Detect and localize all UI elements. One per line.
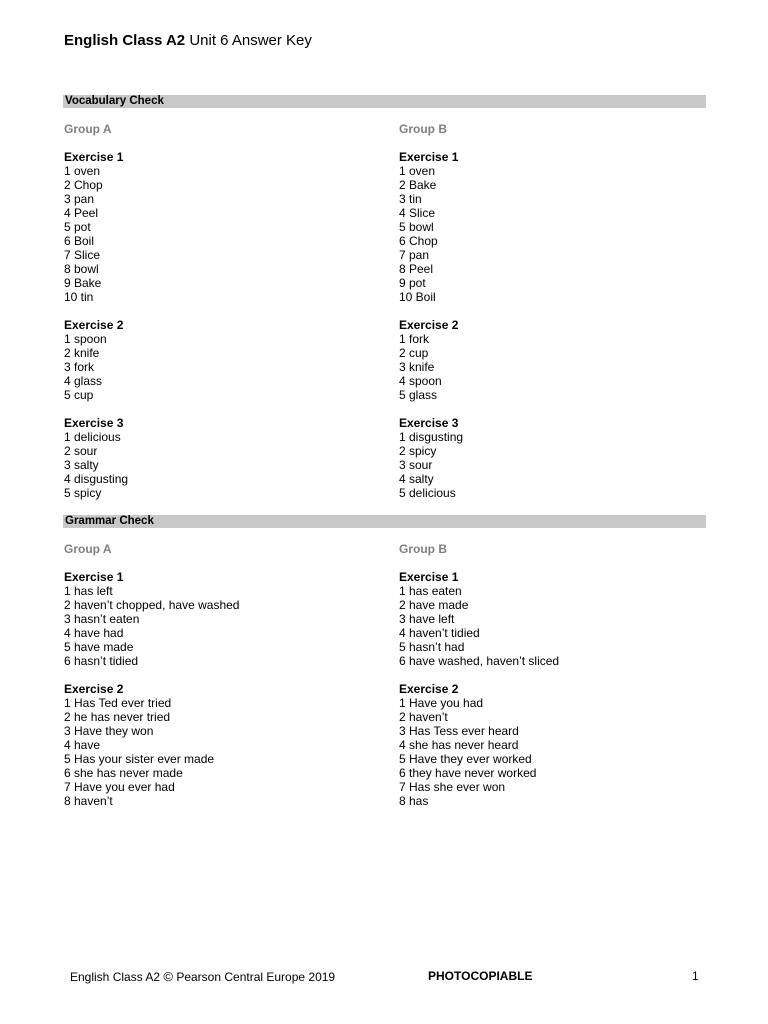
answer-item: 1 Has Ted ever tried <box>64 696 172 710</box>
answer-list <box>64 332 128 402</box>
answer-item: 2 cup <box>399 346 429 360</box>
exercise-block <box>64 416 128 500</box>
exercise-block <box>64 150 128 304</box>
exercise-block <box>399 318 463 402</box>
section-heading-vocabulary: Vocabulary Check <box>63 95 706 108</box>
footer-left <box>70 969 335 984</box>
answer-item: 8 Peel <box>399 262 434 276</box>
footer-left-prefix: English Class A2 <box>70 970 161 984</box>
answer-item: 4 disgusting <box>64 472 129 486</box>
answer-item: 6 Chop <box>399 234 438 248</box>
page-title <box>64 32 312 49</box>
answer-item: 9 Bake <box>64 276 102 290</box>
page-title-bold: English Class A2 <box>64 32 186 49</box>
answer-item: 2 sour <box>64 444 98 458</box>
answer-item: 2 knife <box>64 346 100 360</box>
answer-item: 1 oven <box>399 164 436 178</box>
answer-item: 1 spoon <box>64 332 107 346</box>
answer-item: 1 delicious <box>64 430 121 444</box>
answer-item: 10 Boil <box>399 290 436 304</box>
answer-item: 3 fork <box>64 360 95 374</box>
answer-item: 6 hasn’t tidied <box>64 654 139 668</box>
exercise-title: Exercise 1 <box>399 570 459 584</box>
group-label: Group A <box>64 542 112 556</box>
answer-list <box>399 332 463 402</box>
answer-item: 2 haven’t <box>399 710 448 724</box>
answer-item: 8 has <box>399 794 429 808</box>
answer-item: 5 hasn’t had <box>399 640 465 654</box>
answer-item: 5 bowl <box>399 220 434 234</box>
answer-item: 3 Has Tess ever heard <box>399 724 519 738</box>
answer-item: 5 cup <box>64 388 94 402</box>
answer-item: 1 disgusting <box>399 430 464 444</box>
exercise-block <box>399 416 463 500</box>
footer-left-suffix: Pearson Central Europe 2019 <box>176 970 336 984</box>
answer-item: 4 salty <box>399 472 434 486</box>
answer-item: 4 have <box>64 738 101 752</box>
answer-list <box>64 430 128 500</box>
answer-item: 6 Boil <box>64 234 95 248</box>
group-label: Group B <box>399 542 447 556</box>
answer-item: 3 knife <box>399 360 435 374</box>
answer-list <box>64 696 239 808</box>
answer-item: 2 he has never tried <box>64 710 171 724</box>
grammar-group-a <box>64 542 239 822</box>
answer-item: 2 Bake <box>399 178 437 192</box>
exercise-title: Exercise 2 <box>64 682 124 696</box>
answer-item: 3 hasn’t eaten <box>64 612 140 626</box>
copyright-symbol: © <box>163 969 173 984</box>
answer-item: 1 fork <box>399 332 430 346</box>
exercise-title: Exercise 2 <box>64 318 124 332</box>
page-number: 1 <box>692 969 699 983</box>
group-label: Group B <box>399 122 447 136</box>
exercise-title: Exercise 3 <box>64 416 124 430</box>
answer-item: 5 Have they ever worked <box>399 752 532 766</box>
exercise-block <box>64 318 128 402</box>
answer-item: 1 oven <box>64 164 101 178</box>
answer-item: 3 salty <box>64 458 99 472</box>
exercise-block <box>399 570 559 668</box>
answer-item: 3 pan <box>64 192 95 206</box>
answer-item: 1 has eaten <box>399 584 462 598</box>
group-label: Group A <box>64 122 112 136</box>
answer-item: 1 Have you had <box>399 696 484 710</box>
answer-item: 8 bowl <box>64 262 99 276</box>
vocab-group-b <box>399 122 463 514</box>
answer-item: 8 haven’t <box>64 794 113 808</box>
answer-item: 4 Slice <box>399 206 436 220</box>
answer-item: 4 have had <box>64 626 124 640</box>
exercise-title: Exercise 1 <box>64 150 124 164</box>
answer-list <box>399 696 559 808</box>
exercise-block <box>64 682 239 808</box>
answer-item: 3 tin <box>399 192 422 206</box>
answer-item: 5 Has your sister ever made <box>64 752 215 766</box>
grammar-group-b <box>399 542 559 822</box>
exercise-title: Exercise 3 <box>399 416 459 430</box>
section-heading-grammar: Grammar Check <box>63 515 706 528</box>
answer-item: 6 they have never worked <box>399 766 537 780</box>
exercise-title: Exercise 1 <box>64 570 124 584</box>
answer-list <box>64 164 128 304</box>
answer-item: 2 spicy <box>399 444 437 458</box>
answer-item: 2 Chop <box>64 178 103 192</box>
answer-item: 5 pot <box>64 220 91 234</box>
exercise-block <box>399 150 463 304</box>
answer-list <box>399 164 463 304</box>
answer-item: 3 Have they won <box>64 724 154 738</box>
answer-item: 4 haven’t tidied <box>399 626 480 640</box>
exercise-title: Exercise 1 <box>399 150 459 164</box>
answer-item: 4 Peel <box>64 206 99 220</box>
page-title-rest: Unit 6 Answer Key <box>189 32 312 49</box>
answer-item: 7 Slice <box>64 248 101 262</box>
answer-item: 5 glass <box>399 388 438 402</box>
answer-list <box>399 584 559 668</box>
answer-list <box>64 584 239 668</box>
answer-list <box>399 430 463 500</box>
exercise-title: Exercise 2 <box>399 318 459 332</box>
answer-item: 3 have left <box>399 612 455 626</box>
exercise-block <box>399 682 559 808</box>
vocab-group-a <box>64 122 128 514</box>
answer-item: 5 delicious <box>399 486 456 500</box>
answer-item: 4 spoon <box>399 374 442 388</box>
answer-item: 5 have made <box>64 640 134 654</box>
answer-item: 1 has left <box>64 584 113 598</box>
exercise-block <box>64 570 239 668</box>
answer-item: 2 haven’t chopped, have washed <box>64 598 240 612</box>
footer-photocopiable: PHOTOCOPIABLE <box>428 969 533 983</box>
exercise-title: Exercise 2 <box>399 682 459 696</box>
answer-item: 7 Have you ever had <box>64 780 175 794</box>
answer-item: 9 pot <box>399 276 426 290</box>
answer-item: 4 glass <box>64 374 103 388</box>
answer-item: 4 she has never heard <box>399 738 519 752</box>
answer-item: 3 sour <box>399 458 433 472</box>
answer-item: 6 have washed, haven’t sliced <box>399 654 560 668</box>
answer-item: 2 have made <box>399 598 469 612</box>
answer-item: 5 spicy <box>64 486 102 500</box>
answer-item: 7 Has she ever won <box>399 780 506 794</box>
answer-item: 6 she has never made <box>64 766 183 780</box>
answer-item: 10 tin <box>64 290 94 304</box>
answer-item: 7 pan <box>399 248 430 262</box>
